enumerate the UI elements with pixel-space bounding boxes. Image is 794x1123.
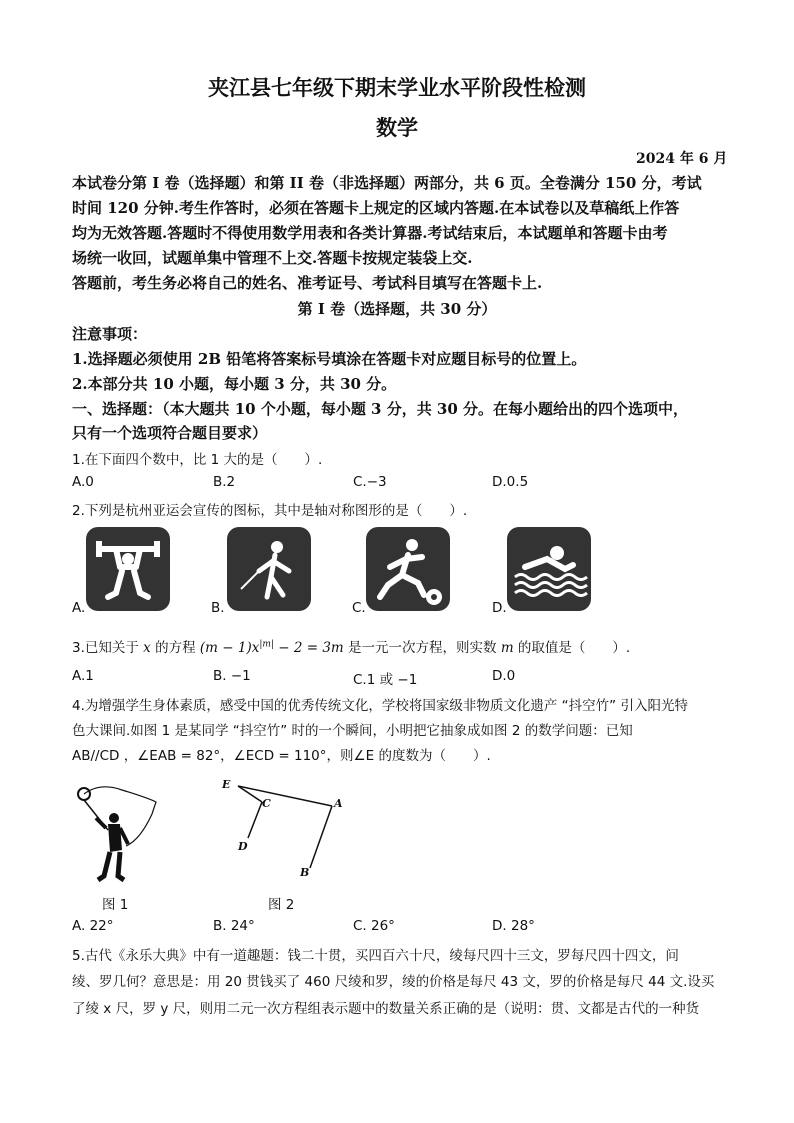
q3-eq-main: (m − 1)x [199, 640, 260, 656]
intro-line-2: 时间 120 分钟.考生作答时，必须在答题卡上规定的区域内答题.在本试卷以及草稿纸上作答 [72, 199, 680, 217]
question-4-line-2: 色大课间.如图 1 是某同学 “抖空竹” 时的一个瞬间，小明把它抽象成如图 2 的数学问题：已知 [72, 723, 633, 739]
q3-option-b: B. −1 [213, 668, 251, 684]
part-title-2: 只有一个选项符合题目要求） [72, 424, 268, 442]
q3-stem-a: 3.已知关于 [72, 640, 144, 656]
q3-equation [200, 640, 344, 656]
q1-option-d: D.0.5 [492, 474, 529, 490]
intro-line-1: 本试卷分第 I 卷（选择题）和第 II 卷（非选择题）两部分，共 6 页。全卷满分 150 分，考试 [72, 174, 702, 192]
q3-eq-tail: − 2 = 3m [273, 640, 344, 656]
q2-option-a: A. [72, 600, 86, 616]
fencing-icon [227, 527, 311, 611]
question-4-line-3: AB//CD ，∠EAB = 82°，∠ECD = 110°，则∠E 的度数为（ ）. [72, 748, 491, 764]
q4-option-d: D. 28° [492, 918, 535, 934]
q3-stem-c: 是一元一次方程，则实数 [343, 640, 501, 656]
point-label-c: C [262, 797, 271, 810]
q3-eq-exponent: |m| [259, 639, 274, 650]
exam-subject: 数学 [376, 115, 418, 140]
football-icon [366, 527, 450, 611]
q4-option-a: A. 22° [72, 918, 114, 934]
q3-stem-b: 的方程 [150, 640, 200, 656]
point-label-b: B [300, 866, 310, 879]
figure-2-geometry [214, 776, 354, 886]
q1-option-b: B.2 [213, 474, 236, 490]
point-label-a: A [334, 797, 343, 810]
q4-option-c: C. 26° [353, 918, 395, 934]
point-label-d: D [238, 840, 248, 853]
q2-option-b: B. [211, 600, 225, 616]
q3-option-c: C.1 或 −1 [353, 672, 418, 688]
exam-date: 2024 年 6 月 [636, 151, 728, 167]
q3-var-x: x [143, 640, 151, 656]
q3-option-d: D.0 [492, 668, 516, 684]
figure-1-diabolo-player [70, 780, 160, 890]
notes-title: 注意事项： [72, 325, 148, 343]
q2-option-c: C. [352, 600, 366, 616]
section-title: 第 I 卷（选择题，共 30 分） [297, 300, 497, 318]
question-5-line-1: 5.古代《永乐大典》中有一道趣题：钱二十贯，买四百六十尺，绫每尺四十三文，罗每尺四十四文，问 [72, 948, 679, 964]
question-2-stem: 2.下列是杭州亚运会宣传的图标，其中是轴对称图形的是（ ）. [72, 503, 468, 519]
figure-2-caption: 图 2 [268, 897, 295, 913]
q1-option-c: C.−3 [353, 474, 387, 490]
figure-1-caption: 图 1 [102, 897, 129, 913]
q2-option-d: D. [492, 600, 507, 616]
q3-stem-d: 的取值是（ ）. [513, 640, 631, 656]
intro-line-5: 答题前，考生务必将自己的姓名、准考证号、考试科目填写在答题卡上. [72, 274, 543, 292]
intro-line-3: 均为无效答题.答题时不得使用数学用表和各类计算器.考试结束后，本试题单和答题卡由考 [72, 224, 668, 242]
part-title-1: 一、选择题：（本大题共 10 个小题，每小题 3 分，共 30 分。在每小题给出的四个选项中， [72, 400, 689, 418]
q3-var-m: m [500, 640, 514, 656]
question-5-line-3: 了绫 x 尺，罗 y 尺，则用二元一次方程组表示题中的数量关系正确的是（说明：贯、文都是古代的一种货 [72, 1001, 700, 1017]
exam-title: 夹江县七年级下期末学业水平阶段性检测 [208, 75, 586, 100]
swimming-icon [507, 527, 591, 611]
question-5-line-2: 绫、罗几何？意思是：用 20 贯钱买了 460 尺绫和罗，绫的价格是每尺 43 文，罗的价格是每尺 44 文.设买 [72, 974, 715, 990]
q4-option-b: B. 24° [213, 918, 255, 934]
question-1-stem: 1.在下面四个数中，比 1 大的是（ ）. [72, 452, 323, 468]
question-4-line-1: 4.为增强学生身体素质，感受中国的优秀传统文化，学校将国家级非物质文化遗产 “抖空竹” 引入阳光特 [72, 698, 688, 714]
question-3-stem [72, 636, 630, 656]
note-2: 2.本部分共 10 小题，每小题 3 分，共 30 分。 [72, 375, 397, 393]
q1-option-a: A.0 [72, 474, 94, 490]
point-label-e: E [222, 778, 231, 791]
intro-line-4: 场统一收回，试题单集中管理不上交.答题卡按规定装袋上交. [72, 249, 473, 267]
q3-option-a: A.1 [72, 668, 94, 684]
weightlifting-icon [86, 527, 170, 611]
note-1: 1.选择题必须使用 2B 铅笔将答案标号填涂在答题卡对应题目标号的位置上。 [72, 350, 587, 368]
